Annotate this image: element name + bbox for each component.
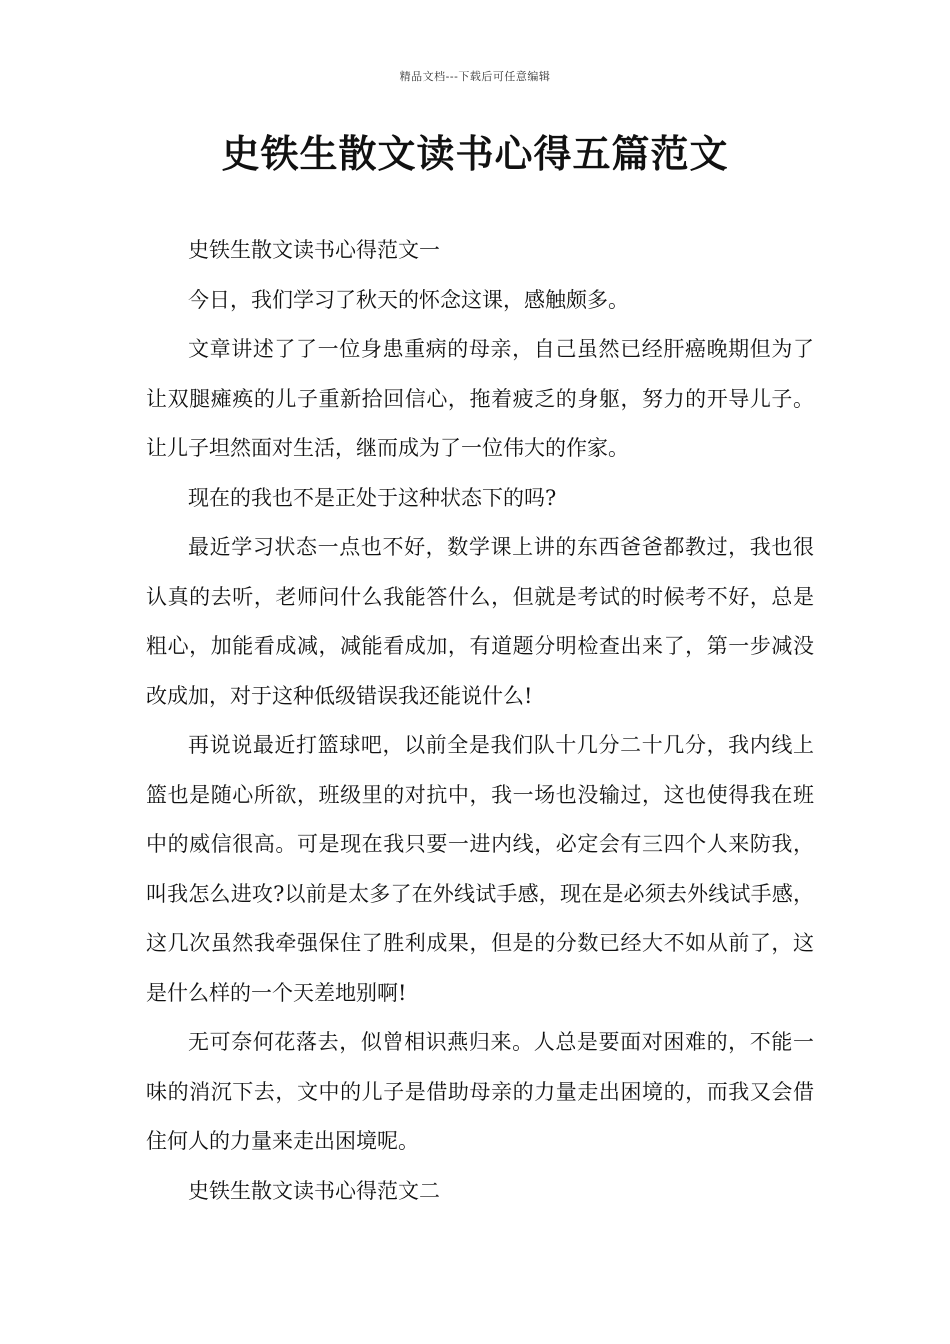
document-title: 史铁生散文读书心得五篇范文: [221, 131, 729, 176]
paragraph: 再说说最近打篮球吧，以前全是我们队十几分二十几分，我内线上篮也是随心所欲，班级里的对抗中，我一场也没输过，这也使得我在班中的威信很高。可是现在我只要一进内线，必定会有三四个人来防我，叫我怎么进攻?以前是太多了在外线试手感，现在是必须去外线试手感，这几次虽然我牵强保住了胜利成果，但是的分数已经大不如从前了，这是什么样的一个天差地别啊!: [146, 733, 814, 1005]
paragraph: 文章讲述了了一位身患重病的母亲，自己虽然已经肝癌晚期但为了让双腿瘫痪的儿子重新拾回信心，拖着疲乏的身躯，努力的开导儿子。让儿子坦然面对生活，继而成为了一位伟大的作家。: [146, 337, 814, 460]
paragraph: 最近学习状态一点也不好，数学课上讲的东西爸爸都教过，我也很认真的去听，老师问什么我能答什么，但就是考试的时候考不好，总是粗心，加能看成减，减能看成加，有道题分明检查出来了，第一步减没改成加，对于这种低级错误我还能说什么!: [146, 535, 814, 708]
document-body: [146, 226, 814, 1216]
paragraph: 无可奈何花落去，似曾相识燕归来。人总是要面对困难的，不能一味的消沉下去，文中的儿子是借助母亲的力量走出困境的，而我又会借住何人的力量来走出困境呢。: [146, 1030, 814, 1153]
paragraph: 今日，我们学习了秋天的怀念这课，感触颇多。: [188, 287, 629, 312]
section-heading: 史铁生散文读书心得范文一: [188, 238, 440, 262]
paragraph: 现在的我也不是正处于这种状态下的吗?: [188, 485, 557, 510]
section-heading: 史铁生散文读书心得范文二: [188, 1178, 440, 1203]
header-note: 精品文档---下载后可任意编辑: [399, 70, 551, 83]
